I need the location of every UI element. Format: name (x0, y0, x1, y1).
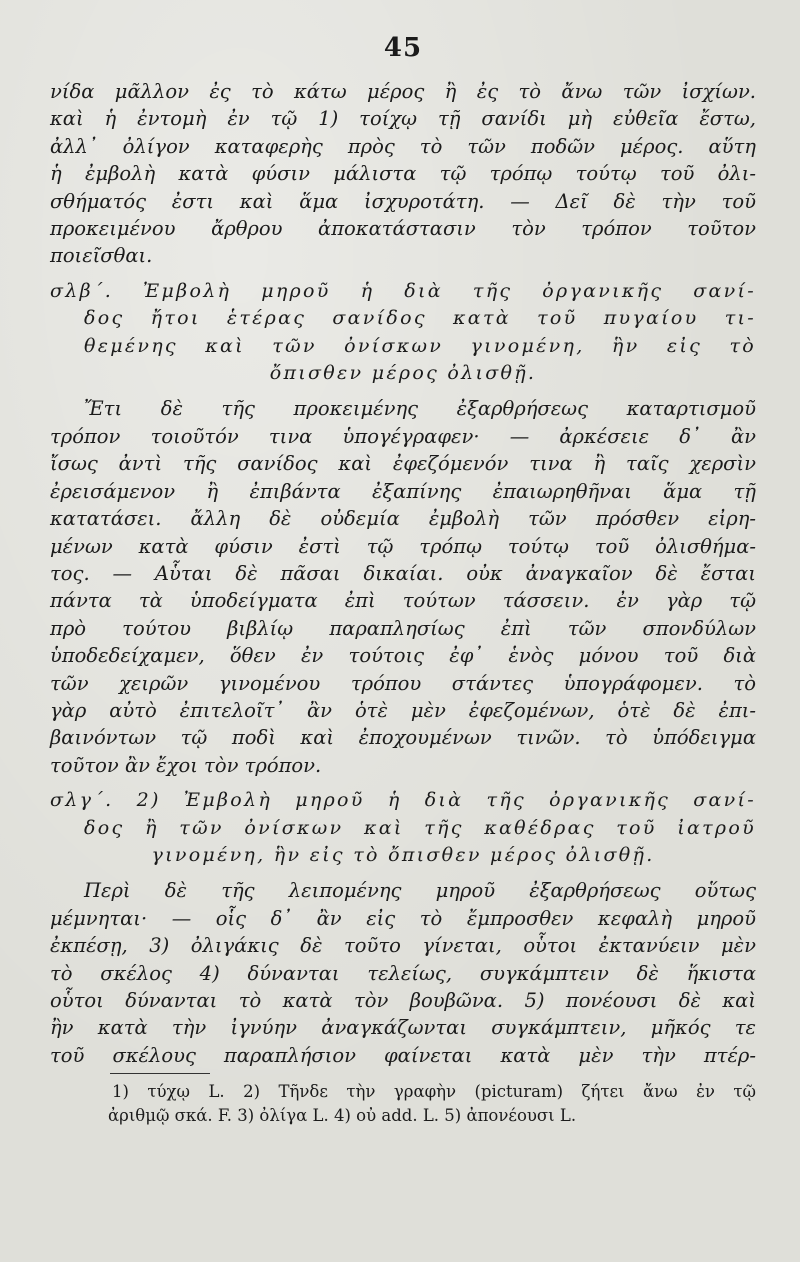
text-line: ἀλλ᾽ ὀλίγον καταφερὴς πρὸς τὸ τῶν ποδῶν μέρος. αὕτη (50, 134, 756, 158)
text-line: ἢν κατὰ τὴν ἰγνύην ἀναγκάζωνται συγκάμπτειν, μῆκός τε (50, 1016, 756, 1040)
text-line: τοῦ σκέλους παραπλήσιον φαίνεται κατὰ μὲν τὴν πτέρ- (50, 1043, 756, 1067)
text-line: τὸ σκέλος 4) δύνανται τελείως, συγκάμπτειν δὲ ἥκιστα (50, 961, 756, 985)
text-line: νίδα μᾶλλον ἐς τὸ κάτω μέρος ἢ ἐς τὸ ἄνω τῶν ἰσχίων. (50, 80, 756, 103)
footnotes (50, 1080, 756, 1128)
text-line: προκειμένου ἄρθρου ἀποκατάστασιν τὸν τρόπον τοῦτον (50, 217, 756, 241)
paragraph-1 (50, 78, 756, 270)
section-heading-slb (50, 278, 756, 388)
section-heading-slg (50, 787, 756, 869)
text-line: καὶ ἡ ἐντομὴ ἐν τῷ 1) τοίχῳ τῇ σανίδι μὴ εὐθεῖα ἔστω, (50, 107, 756, 131)
text-line: τρόπον τοιοῦτόν τινα ὑπογέγραφεν· — ἀρκέσειε δ᾽ ἂν (50, 424, 756, 448)
heading-line: σλβ΄. Ἐμβολὴ μηροῦ ἡ διὰ τῆς ὀργανικῆς σανί- (50, 279, 756, 302)
text-line: ποιεῖσθαι. (50, 244, 153, 268)
text-line: σθήματός ἐστι καὶ ἅμα ἰσχυροτάτη. — Δεῖ δὲ τὴν τοῦ (50, 189, 756, 213)
text-line: τῶν χειρῶν γινομένου τρόπου στάντες ὑπογράφομεν. τὸ (50, 671, 756, 695)
text-line: πάντα τὰ ὑποδείγματα ἐπὶ τούτων τάσσειν. ἐν γὰρ τῷ (50, 589, 756, 613)
text-line: ἴσως ἀντὶ τῆς σανίδος καὶ ἐφεζόμενόν τινα ἢ ταῖς χερσὶν (50, 452, 756, 476)
footnote-line: ἀριθμῷ σκά. F. 3) ὀλίγα L. 4) οὐ add. L. 5) ἀπονέουσι L. (108, 1106, 577, 1126)
text-line: μέμνηται· — οἷς δ᾽ ἂν εἰς τὸ ἔμπροσθεν κεφαλὴ μηροῦ (50, 906, 756, 930)
text-line: τος. — Αὗται δὲ πᾶσαι δικαίαι. οὐκ ἀναγκαῖον δὲ ἔσται (50, 561, 756, 585)
text-line: ἐρεισάμενον ἢ ἐπιβάντα ἐξαπίνης ἐπαιωρηθῆναι ἅμα τῇ (50, 479, 756, 503)
footnote-line: 1) τύχῳ L. 2) Τῆνδε τὴν γραφὴν (picturam) ζήτει ἄνω ἐν τῷ (112, 1082, 756, 1102)
text-line: Ἔτι δὲ τῆς προκειμένης ἐξαρθρήσεως καταρτισμοῦ (84, 397, 756, 421)
text-line: μένων κατὰ φύσιν ἐστὶ τῷ τρόπῳ τούτῳ τοῦ ὀλισθήμα- (50, 534, 756, 558)
heading-line: δος ἤτοι ἑτέρας σανίδος κατὰ τοῦ πυγαίου τι- (84, 307, 756, 330)
text-line: τοῦτον ἂν ἔχοι τὸν τρόπον. (50, 753, 322, 777)
text-line: ὑποδεδείχαμεν, ὅθεν ἐν τούτοις ἐφ᾽ ἑνὸς μόνου τοῦ διὰ (50, 644, 756, 668)
heading-line: γινομένη, ἣν εἰς τὸ ὄπισθεν μέρος ὀλισθῇ. (151, 843, 655, 866)
heading-line: ὄπισθεν μέρος ὀλισθῇ. (269, 362, 537, 385)
text-line: γὰρ αὐτὸ ἐπιτελοῖτ᾽ ἂν ὁτὲ μὲν ἐφεζομένων, ὁτὲ δὲ ἐπι- (50, 698, 756, 722)
footnote-rule (110, 1073, 210, 1074)
heading-line: σλγ΄. 2) Ἐμβολὴ μηροῦ ἡ διὰ τῆς ὀργανικῆς σανί- (50, 789, 756, 812)
heading-line: δος ἢ τῶν ὀνίσκων καὶ τῆς καθέδρας τοῦ ἰατροῦ (84, 816, 756, 839)
heading-line: θεμένης καὶ τῶν ὀνίσκων γινομένη, ἣν εἰς τὸ (84, 334, 756, 357)
text-line: κατατάσει. ἄλλη δὲ οὐδεμία ἐμβολὴ τῶν πρόσθεν εἰρη- (50, 507, 756, 531)
paragraph-3 (50, 877, 756, 1069)
paragraph-2 (50, 395, 756, 779)
text-line: ἡ ἐμβολὴ κατὰ φύσιν μάλιστα τῷ τρόπῳ τούτῳ τοῦ ὀλι- (50, 162, 756, 186)
text-line: βαινόντων τῷ ποδὶ καὶ ἐποχουμένων τινῶν. τὸ ὑπόδειγμα (50, 726, 756, 750)
text-line: οὗτοι δύνανται τὸ κατὰ τὸν βουβῶνα. 5) πονέουσι δὲ καὶ (50, 989, 756, 1012)
page-number: 45 (383, 33, 423, 63)
text-line: Περὶ δὲ τῆς λειπομένης μηροῦ ἐξαρθρήσεως οὕτως (84, 879, 756, 903)
text-line: πρὸ τούτου βιβλίῳ παραπλησίως ἐπὶ τῶν σπονδύλων (50, 616, 756, 640)
text-line: ἐκπέσῃ, 3) ὀλιγάκις δὲ τοῦτο γίνεται, οὗτοι ἐκτανύειν μὲν (50, 934, 756, 958)
